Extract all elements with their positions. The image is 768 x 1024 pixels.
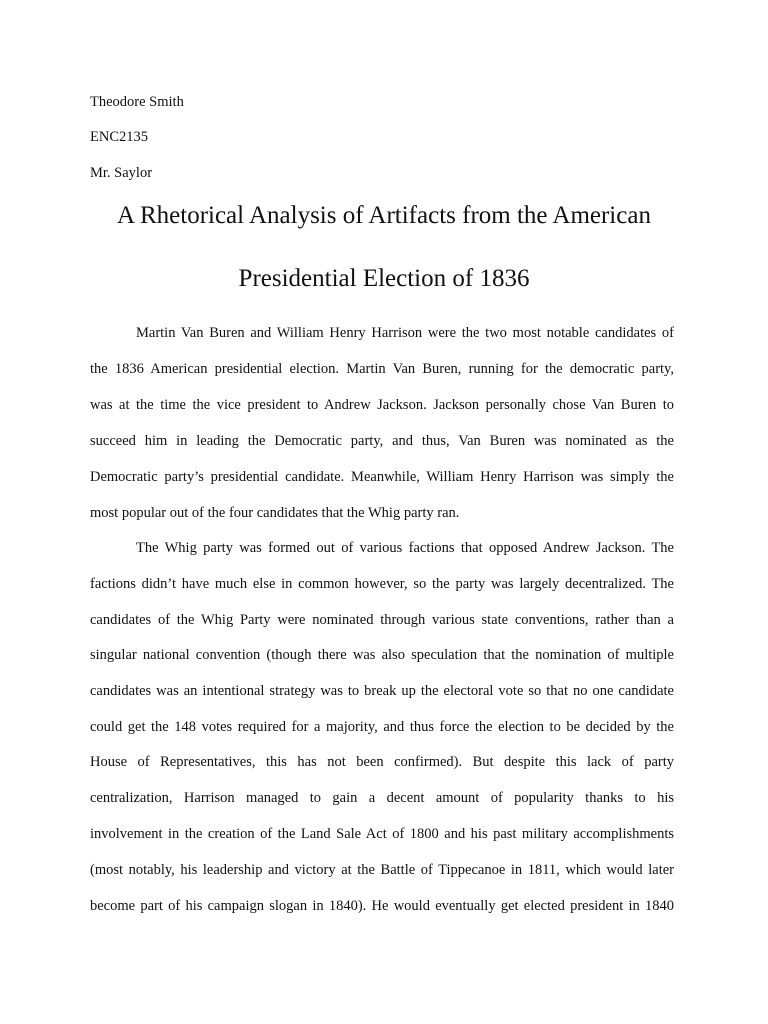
body-line-2: the 1836 American presidential election. Martin Van Buren, running for the democratic party, [90, 361, 674, 377]
body-line-10: singular national convention (though there was also speculation that the nomination of multiple [90, 647, 674, 663]
body-line-17: become part of his campaign slogan in 1840). He would eventually get elected president in 1840 [90, 898, 674, 914]
body-line-1: Martin Van Buren and William Henry Harrison were the two most notable candidates of [136, 325, 674, 341]
title-line-1: A Rhetorical Analysis of Artifacts from the American [117, 202, 651, 229]
instructor-name: Mr. Saylor [90, 165, 153, 181]
body-line-3: was at the time the vice president to Andrew Jackson. Jackson personally chose Van Buren to [90, 397, 674, 413]
body-line-9: candidates of the Whig Party were nominated through various state conventions, rather than a [90, 612, 674, 628]
title-line-2: Presidential Election of 1836 [238, 265, 530, 292]
body-line-6: most popular out of the four candidates that the Whig party ran. [90, 505, 460, 521]
body-line-7: The Whig party was formed out of various factions that opposed Andrew Jackson. The [136, 540, 674, 556]
body-line-11: candidates was an intentional strategy was to break up the electoral vote so that no one candidate [90, 683, 674, 699]
body-line-14: centralization, Harrison managed to gain a decent amount of popularity thanks to his [90, 790, 674, 806]
body-line-16: (most notably, his leadership and victory at the Battle of Tippecanoe in 1811, which would later [90, 862, 674, 878]
body-line-15: involvement in the creation of the Land Sale Act of 1800 and his past military accomplishments [90, 826, 674, 842]
course-code: ENC2135 [90, 129, 148, 145]
body-line-8: factions didn’t have much else in common however, so the party was largely decentralized. The [90, 576, 674, 592]
author-name: Theodore Smith [90, 94, 184, 110]
body-line-12: could get the 148 votes required for a majority, and thus force the election to be decided by the [90, 719, 674, 735]
body-line-5: Democratic party’s presidential candidate. Meanwhile, William Henry Harrison was simply the [90, 469, 674, 485]
body-line-13: House of Representatives, this has not been confirmed). But despite this lack of party [90, 754, 674, 770]
body-line-4: succeed him in leading the Democratic party, and thus, Van Buren was nominated as the [90, 433, 674, 449]
